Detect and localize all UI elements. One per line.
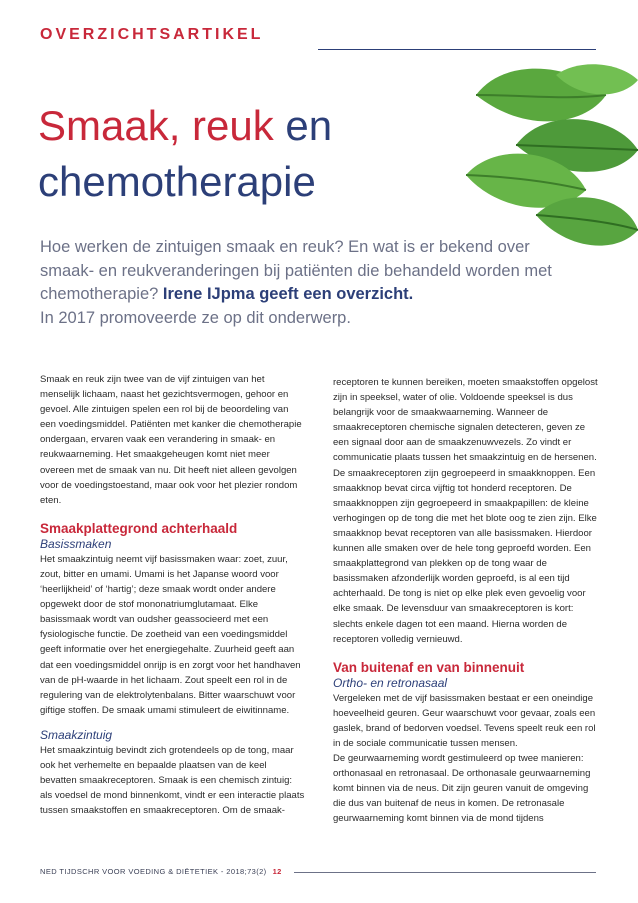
lead-author: Irene IJpma geeft een overzicht. — [162, 285, 414, 303]
page-number: 12 — [272, 867, 282, 876]
journal-citation: NED TIJDSCHR VOOR VOEDING & DIËTETIEK - 2018;73(2) — [40, 867, 267, 876]
section-heading-smaakplattegrond: Smaakplattegrond achterhaald — [40, 520, 238, 536]
left-column — [40, 372, 305, 818]
lead-after: In 2017 promoveerde ze op dit onderwerp. — [40, 308, 351, 327]
section-kicker: OVERZICHTSARTIKEL — [40, 26, 264, 43]
mint-leaves-icon — [456, 55, 638, 255]
page-footer — [40, 867, 282, 876]
title-part-navy: en chemotherapie — [38, 102, 333, 205]
geurwaarneming-paragraph: De geurwaarneming wordt gestimuleerd op twee manieren: orthonasaal en retronasaal. De orthonasale geurwaarneming komt binnen via de neus. Dit zijn geuren vanuit de omgeving die dus van buitenaf de neus in komen. De retronasale geurwaarneming komt binnen via de mond tijdens — [333, 753, 591, 825]
article-lead — [40, 236, 560, 330]
geuren-paragraph: Vergeleken met de vijf basissmaken bestaat er een oneindige hoeveelheid geuren. Geur waarschuwt voor gevaar, zoals een gaslek, brand of bedorven voedsel. Tevens speelt reuk een rol in de sociale communicatie tussen mensen. — [333, 692, 596, 749]
basissmaken-paragraph: Het smaakzintuig neemt vijf basissmaken waar: zoet, zuur, zout, bitter en umami. Umami is het Japanse woord voor ‘heerlijkheid’ of ‘hartig’; deze smaak wordt onder andere opgewekt door de stof mononatriumglutamaat. Elke basissmaak wordt van oudsher geassocieerd met een fysiologische functie. De zoetheid van een voedingsmiddel geeft informatie over het energiegehalte. Zuurheid geeft aan dat een voedingsmiddel onrijp is en zorgt voor het handhaven van de pH-waarde in het lichaam. Zout speelt een rol in de regulering van de elektrolytenbalans. Bitter waarschuwt voor giftige stoffen. De smaak umami stimuleert de eiwitinname. — [40, 553, 301, 716]
smaakknoppen-paragraph: De smaakreceptoren zijn gegroepeerd in smaakknoppen. Een smaakknop bevat circa vijftig tot honderd receptoren. De smaakknoppen zijn gegroepeerd in smaakpapillen: de kleine verhogingen op de tong die met het blote oog te zien zijn. Elke smaakknop bevat receptoren van alle basissmaken. Hierdoor kunnen alle smaken over de hele tong geproefd worden. Een smaakplattegrond van plekken op de tong waar de basissmaken afzonderlijk worden geproefd, is al een tijd achterhaald. De tong is niet op elke plek even gevoelig voor elke smaak. De levensduur van smaakreceptoren is kort: slechts enkele dagen tot een maand. Hierna worden de receptoren volledig vernieuwd. — [333, 467, 597, 645]
receptoren-paragraph: receptoren te kunnen bereiken, moeten smaakstoffen opgelost zijn in speeksel, water of olie. Voldoende speeksel is dus belangrijk voor de smaakwaarneming. Wanneer de smaakreceptoren chemische signalen detecteren, geven ze een signaal door aan de smaakzenuwvezels. Zo vindt er communicatie plaats tussen het smaakzintuig en de hersenen. — [333, 377, 598, 464]
footer-divider — [294, 872, 596, 873]
lead-text: Hoe werken de zintuigen smaak en reuk? En wat is er bekend over smaak- en reukveranderingen bij patiënten die behandeld worden met chemotherapie? — [40, 238, 552, 303]
title-part-red: Smaak, reuk — [38, 102, 274, 149]
intro-paragraph: Smaak en reuk zijn twee van de vijf zintuigen van het menselijk lichaam, naast het gezichtsvermogen, gehoor en gevoel. Alle zintuigen spelen een rol bij de beoordeling van een voedingsmiddel. Patiënten met kanker die chemotherapie ondergaan, ervaren vaak een verandering in smaak- en reukwaarneming. Het smaakgeheugen komt niet meer overeen met de smaak van nu. Dit heeft niet alleen gevolgen voor de voedingstoestand, maar ook voor het plezier rondom eten. — [40, 374, 302, 506]
section-heading-buitenaf: Van buitenaf en van binnenuit — [333, 659, 525, 675]
subheading-basissmaken: Basissmaken — [40, 536, 112, 551]
subheading-smaakzintuig: Smaakzintuig — [40, 727, 113, 742]
right-column — [333, 375, 598, 827]
article-title — [38, 98, 418, 210]
smaakzintuig-paragraph: Het smaakzintuig bevindt zich grotendeels op de tong, maar ook het verhemelte en bepaalde plaatsen van de keel bevatten smaakreceptoren. Smaak is een chemisch zintuig: als voedsel de mond binnenkomt, vindt er een interactie plaats tussen smaakstoffen en smaakreceptoren. Om de smaak- — [40, 744, 305, 817]
subheading-ortho-retronasaal: Ortho- en retronasaal — [333, 675, 448, 690]
kicker-divider — [318, 49, 596, 50]
